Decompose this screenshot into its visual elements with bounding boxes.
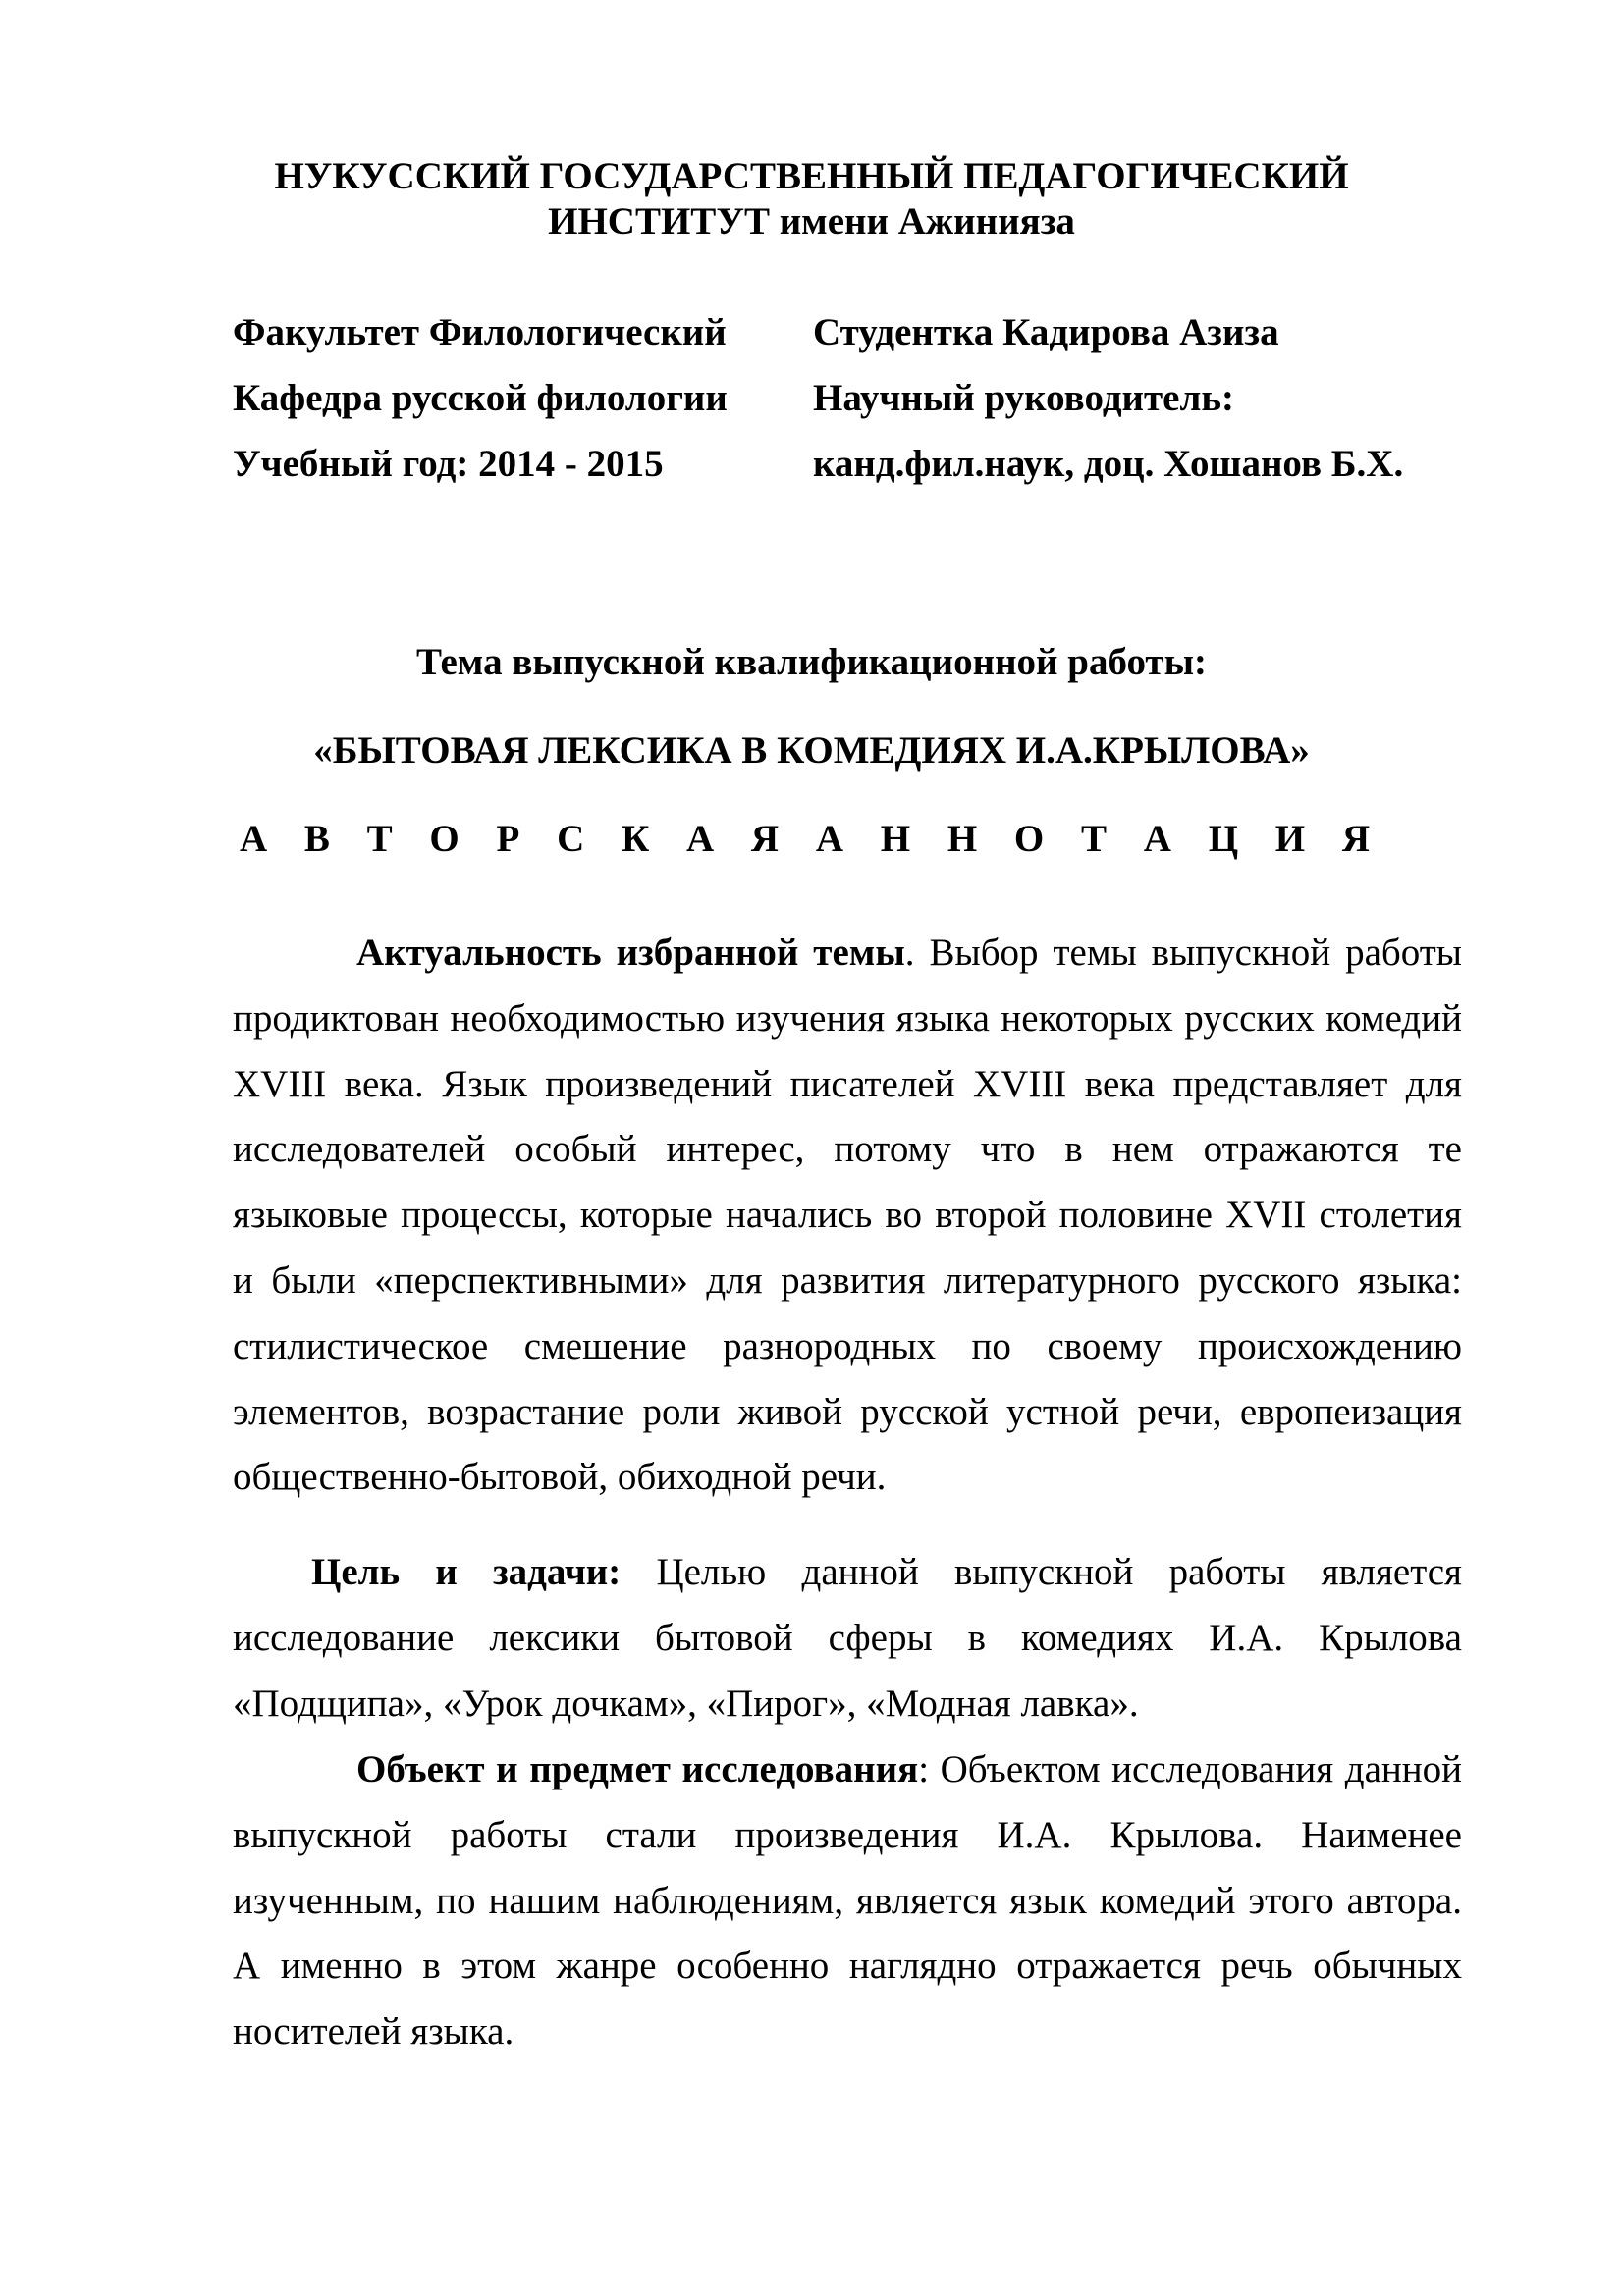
object-paragraph: [233, 1737, 1462, 2065]
goals-paragraph: [233, 1540, 1462, 1736]
theme-title: «БЫТОВАЯ ЛЕКСИКА В КОМЕДИЯХ И.А.КРЫЛОВА»: [313, 729, 1310, 772]
institute-name-line2: ИНСТИТУТ имени Ажинияза: [548, 200, 1075, 242]
department: Кафедра русской филологии: [233, 377, 728, 419]
institute-name-line1: НУКУССКИЙ ГОСУДАРСТВЕННЫЙ ПЕДАГОГИЧЕСКИЙ: [274, 155, 1349, 197]
academic-year: Учебный год: 2014 - 2015: [233, 443, 664, 485]
relevance-paragraph: [233, 921, 1462, 1511]
relevance-lead: Актуальность избранной темы: [356, 932, 905, 974]
annotation-heading: А В Т О Р С К А Я А Н Н О Т А Ц И Я: [239, 818, 1384, 860]
supervisor-label: Научный руководитель:: [813, 377, 1234, 419]
relevance-body: . Выбор темы выпускной работы продиктован необходимостью изучения языка некоторых русских комедий XVIII века. Язык произведений писателей XVIII века представляет для исследователей особый интерес, потому что в нем отражаются те языковые процессы, которые начались во второй половине XVII столетия и были «перспективными» для развития литературного русского языка: стилистическое смешение разнородных по своему происхождению элементов, возрастание роли живой русской устной речи, европеизация общественно-бытовой, обиходной речи.: [233, 932, 1462, 1499]
goals-lead: Цель и задачи:: [311, 1551, 622, 1593]
goals-body: Целью данной выпускной работы является исследование лексики бытовой сферы в комедиях И.А. Крылова «Подщипа», «Урок дочкам», «Пирог», «Модная лавка».: [233, 1551, 1462, 1725]
object-lead: Объект и предмет исследования: [356, 1748, 919, 1790]
theme-label: Тема выпускной квалификационной работы:: [415, 641, 1208, 683]
student-name: Студентка Кадирова Азиза: [813, 311, 1279, 353]
object-body: : Объектом исследования данной выпускной работы стали произведения И.А. Крылова. Наименее изученным, по нашим наблюдениям, является язык комедий этого автора. А именно в этом жанре особенно наглядно отражается речь обычных носителей языка.: [233, 1748, 1463, 2054]
supervisor-name: канд.фил.наук, доц. Хошанов Б.Х.: [813, 443, 1404, 485]
faculty: Факультет Филологический: [233, 311, 727, 353]
